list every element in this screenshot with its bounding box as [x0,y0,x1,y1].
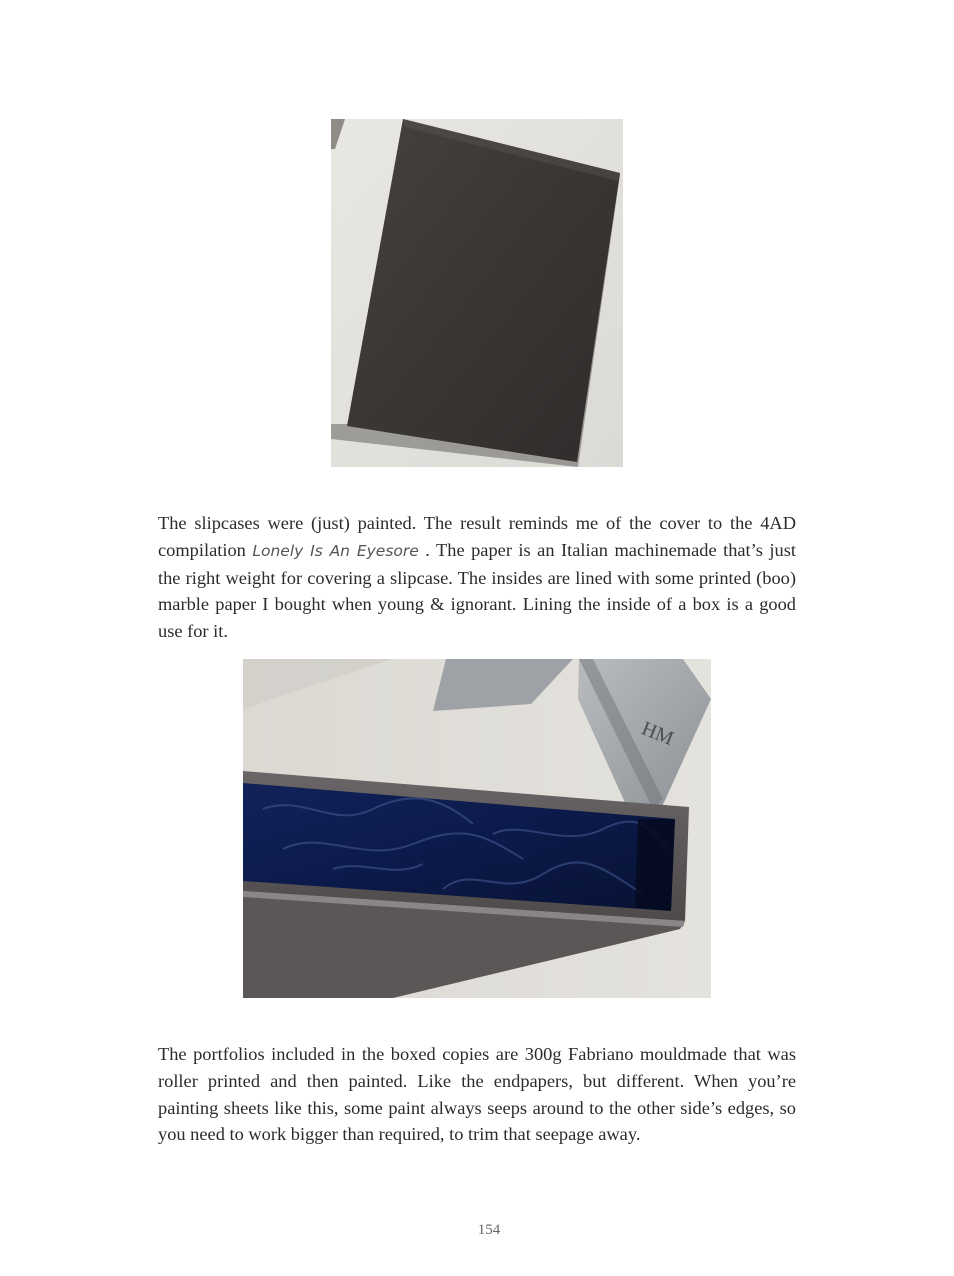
album-title: Lonely Is An Eyesore [252,541,419,560]
paragraph-1-text-after: . The paper is an Italian machinemade that’s just the right weight for covering a slipcase. The insides are lined with some printed (boo) marble paper I bought when young & ignorant. Lining the inside of a box is a good use for it. [158,539,796,642]
slipcase-photo [331,119,623,467]
paragraph-1-text-before: The slipcases were (just) painted. The result reminds me of the cover to the 4AD compilation [158,513,796,560]
paragraph-portfolios: The portfolios included in the boxed copies are 300g Fabriano mouldmade that was roller printed and then painted. Like the endpapers, but different. When you’re painting sheets like this, some paint always seeps around to the other side’s edges, so you need to work bigger than required, to trim that seepage away. [158,1044,796,1145]
interior-shadow [635,819,675,911]
page-number: 154 [477,1222,501,1238]
slipcase-photo-graphic [331,119,623,467]
slipcase-interior-photo [243,659,711,998]
engraved-initials: HM [638,717,677,750]
paragraph-slipcases [158,510,796,645]
slipcase-interior-graphic [243,659,711,998]
